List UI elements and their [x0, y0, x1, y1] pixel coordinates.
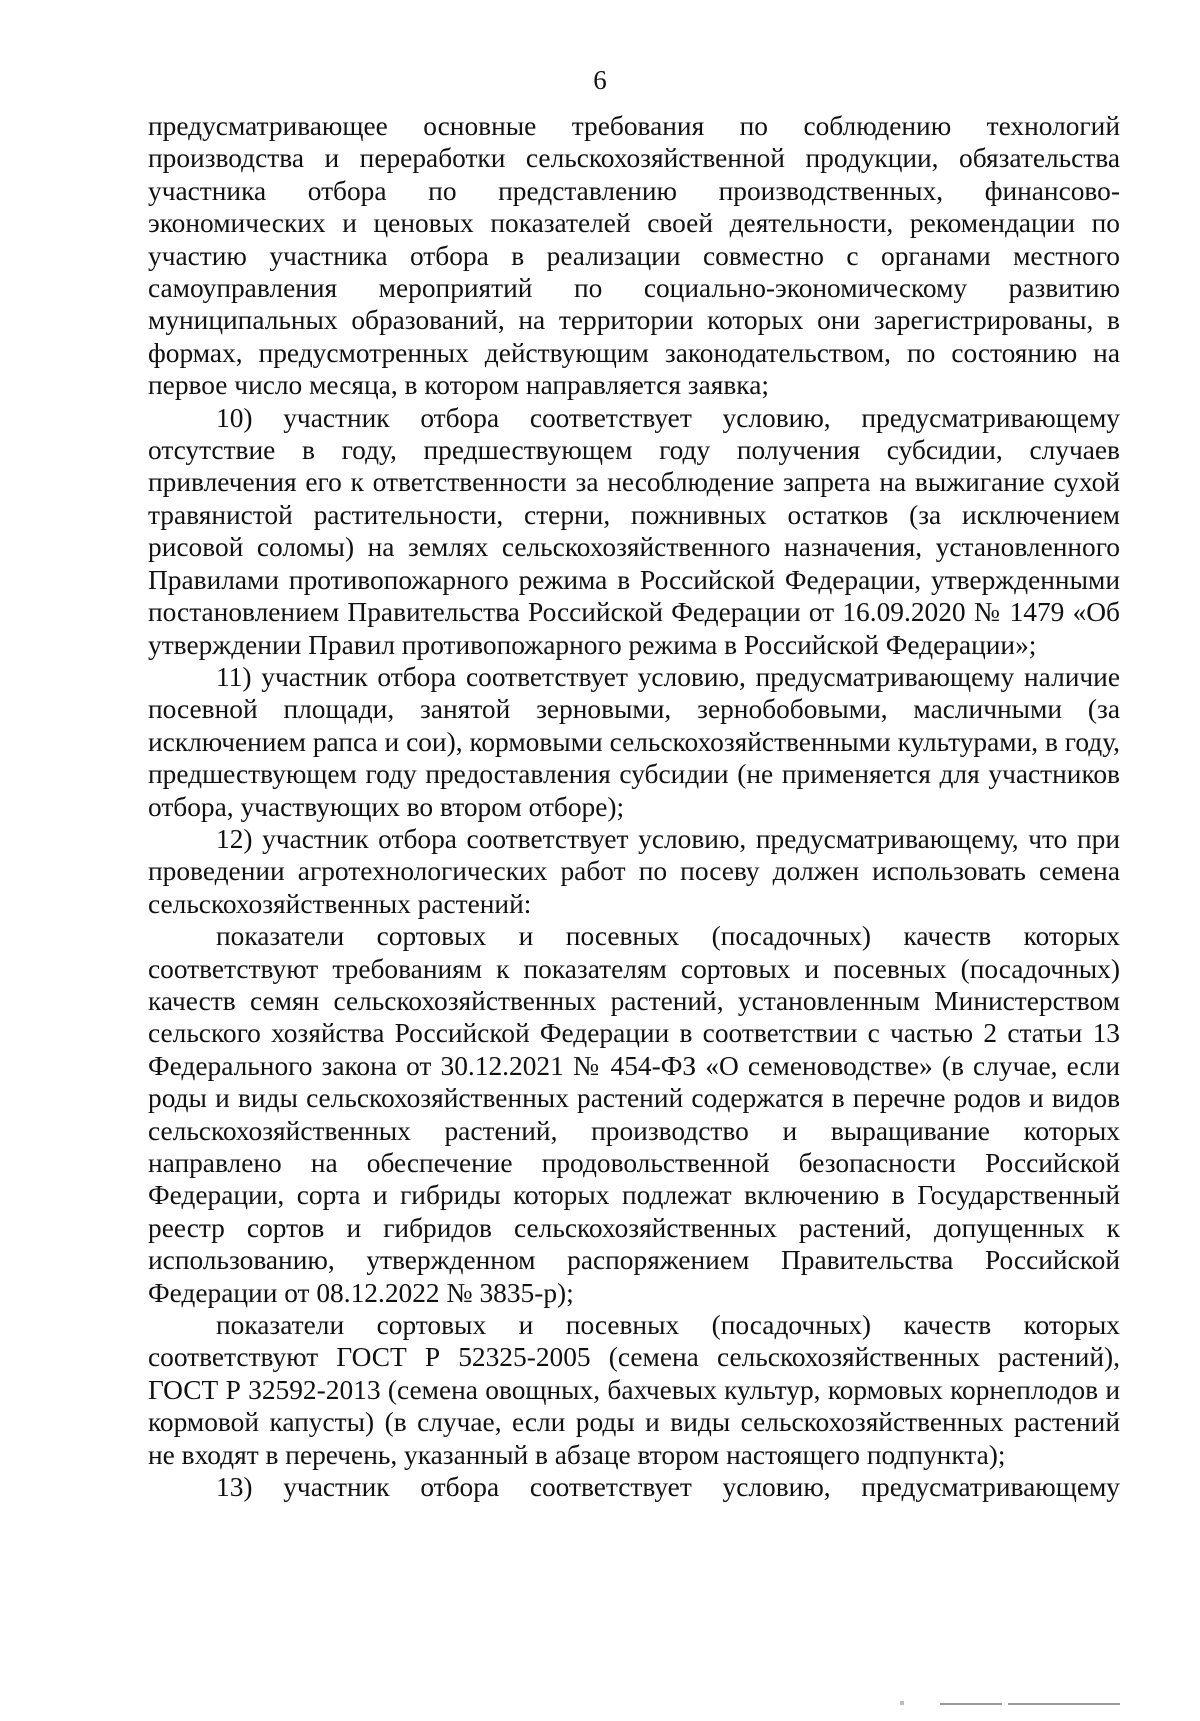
- footer-rule: [1008, 1703, 1120, 1705]
- document-body: [148, 110, 1120, 1503]
- paragraph-item-10: 10) участник отбора соответствует условию, предусматривающему отсутствие в году, предшествующем году получения субсидии, случаев привлечения его к ответственности за несоблюдение запрета на выжигание сухой травянистой растительности, стерни, пожнивных остатков (за исключением рисовой соломы) на землях сельскохозяйственного назначения, установленного Правилами противопожарного режима в Российской Федерации, утвержденными постановлением Правительства Российской Федерации от 16.09.2020 № 1479 «Об утверждении Правил противопожарного режима в Российской Федерации»;: [148, 402, 1120, 660]
- paragraph-item-11: 11) участник отбора соответствует условию, предусматривающему наличие посевной площади, занятой зерновыми, зернобобовыми, масличными (за исключением рапса и сои), кормовыми сельскохозяйственными культурами, в году, предшествующем году предоставления субсидии (не применяется для участников отбора, участвующих во втором отборе);: [148, 661, 1120, 822]
- paragraph-item-12-sub-2: показатели сортовых и посевных (посадочных) качеств которых соответствуют ГОСТ Р 52325-2005 (семена сельскохозяйственных растений), ГОСТ Р 32592-2013 (семена овощных, бахчевых культур, кормовых корнеплодов и кормовой капусты) (в случае, если роды и виды сельскохозяйственных растений не входят в перечень, указанный в абзаце втором настоящего подпункта);: [148, 1310, 1120, 1470]
- paragraph-item-13: 13) участник отбора соответствует условию, предусматривающему: [216, 1472, 1120, 1503]
- page-number: 6: [593, 65, 607, 95]
- paragraph-continued: предусматривающее основные требования по соблюдению технологий производства и переработки сельскохозяйственной продукции, обязательства участника отбора по представлению производственных, финансово-экономических и ценовых показателей своей деятельности, рекомендации по участию участника отбора в реализации совместно с органами местного самоуправления мероприятий по социально-экономическому развитию муниципальных образований, на территории которых они зарегистрированы, в формах, предусмотренных действующим законодательством, по состоянию на первое число месяца, в котором направляется заявка;: [148, 111, 1120, 401]
- paragraph-item-12: 12) участник отбора соответствует условию, предусматривающему, что при проведении агротехнологических работ по посеву должен использовать семена сельскохозяйственных растений:: [148, 823, 1120, 919]
- footer-rule: [940, 1703, 1002, 1705]
- scan-mark: [900, 1701, 904, 1705]
- paragraph-item-12-sub-1: показатели сортовых и посевных (посадочных) качеств которых соответствуют требованиям к показателям сортовых и посевных (посадочных) качеств семян сельскохозяйственных растений, установленным Министерством сельского хозяйства Российской Федерации в соответствии с частью 2 статьи 13 Федерального закона от 30.12.2021 № 454-ФЗ «О семеноводстве» (в случае, если роды и виды сельскохозяйственных растений содержатся в перечне родов и видов сельскохозяйственных растений, производство и выращивание которых направлено на обеспечение продовольственной безопасности Российской Федерации, сорта и гибриды которых подлежат включению в Государственный реестр сортов и гибридов сельскохозяйственных растений, допущенных к использованию, утвержденном распоряжением Правительства Российской Федерации от 08.12.2022 № 3835-р);: [148, 921, 1120, 1308]
